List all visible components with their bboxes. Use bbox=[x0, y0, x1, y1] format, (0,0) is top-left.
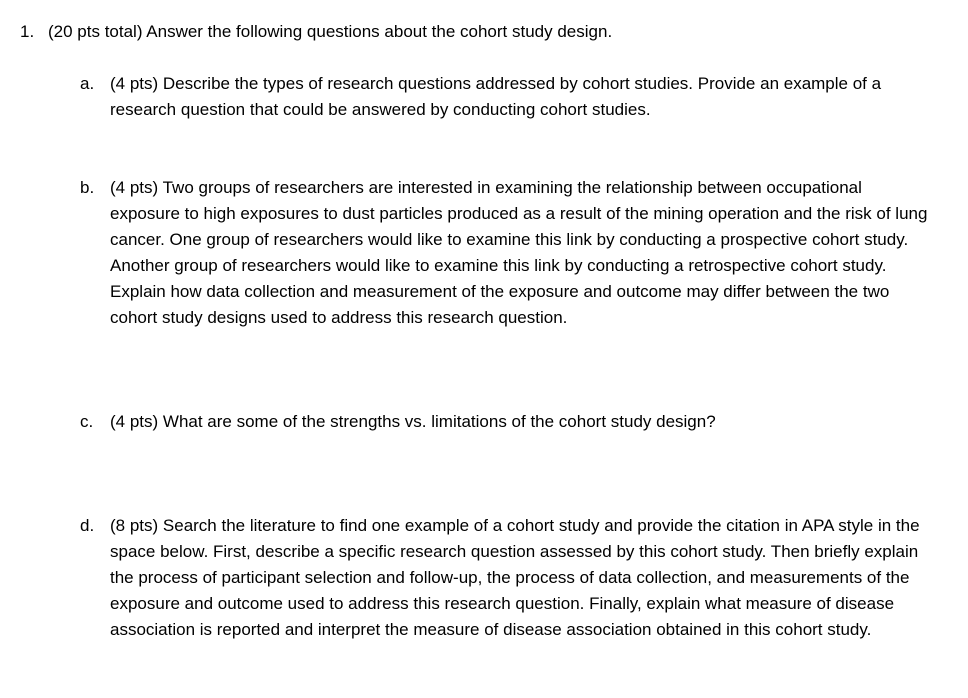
subquestion-text: (8 pts) Search the literature to find one example of a cohort study and provide the citation in APA style in the space below. First, describe a specific research question assessed by this cohort study. Then briefly explain the process of participant selection and follow-up, the process of data collection, and measurements of the exposure and outcome used to address this research question. Finally, explain what measure of disease association is reported and interpret the measure of disease association obtained in this cohort study. bbox=[110, 516, 920, 639]
question-text: (20 pts total) Answer the following questions about the cohort study design. bbox=[48, 22, 613, 41]
subquestion-text: (4 pts) Describe the types of research questions addressed by cohort studies. Provide an example of a research question that could be answered by conducting cohort studies. bbox=[110, 74, 882, 119]
subquestion-letter: d. bbox=[80, 516, 95, 535]
subquestion-letter: a. bbox=[80, 74, 95, 93]
question-1 bbox=[20, 19, 940, 45]
subquestion-d bbox=[80, 513, 930, 643]
subquestion-b bbox=[80, 175, 930, 331]
subquestion-a bbox=[80, 71, 930, 123]
subquestion-letter: b. bbox=[80, 178, 95, 197]
question-number: 1. bbox=[20, 22, 35, 41]
subquestion-text: (4 pts) What are some of the strengths vs. limitations of the cohort study design? bbox=[110, 412, 716, 431]
subquestion-c bbox=[80, 409, 930, 435]
subquestion-text: (4 pts) Two groups of researchers are interested in examining the relationship between occupational exposure to high exposures to dust particles produced as a result of the mining operation and the risk of lung cancer. One group of researchers would like to examine this link by conducting a prospective cohort study. Another group of researchers would like to examine this link by conducting a retrospective cohort study. Explain how data collection and measurement of the exposure and outcome may differ between the two cohort study designs used to address this research question. bbox=[110, 178, 928, 327]
subquestion-letter: c. bbox=[80, 412, 94, 431]
